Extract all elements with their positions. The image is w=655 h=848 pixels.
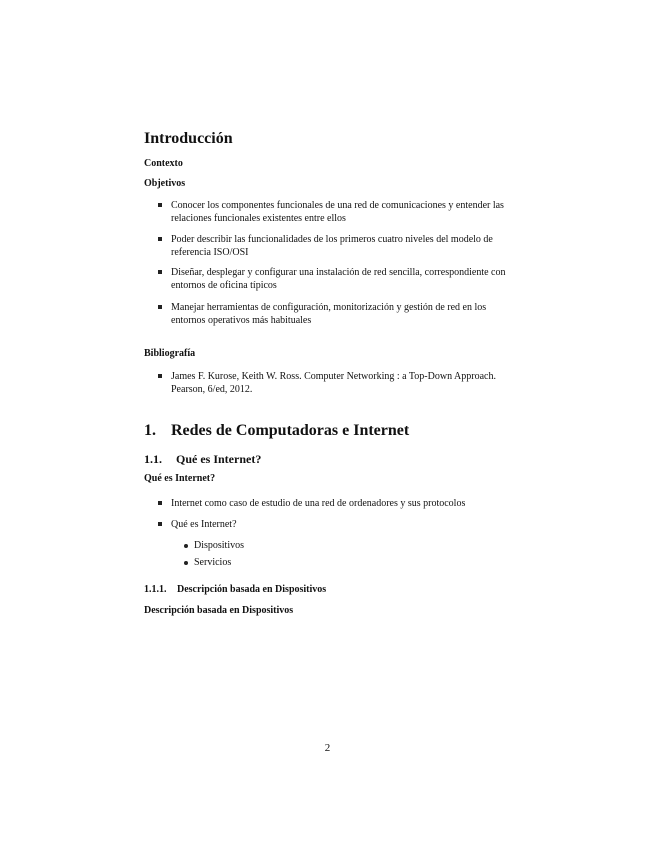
paragraph-heading-objetivos: Objetivos — [144, 178, 186, 189]
list-item: Poder describir las funcionalidades de los primeros cuatro niveles del modelo de referencia ISO/OSI — [158, 233, 518, 260]
page-number: 2 — [324, 742, 331, 754]
paragraph-heading-bibliografia: Bibliografía — [144, 348, 196, 359]
nested-list-item: Servicios — [184, 557, 231, 568]
square-bullet-icon — [158, 270, 162, 274]
subsection-title-que-es-internet — [144, 452, 261, 467]
nested-list-item: Dispositivos — [184, 540, 244, 551]
subsubsection-number: 1.1.1. — [144, 584, 167, 595]
round-bullet-icon — [184, 544, 188, 548]
square-bullet-icon — [158, 237, 162, 241]
paragraph-heading-que-es-internet: Qué es Internet? — [144, 473, 216, 484]
square-bullet-icon — [158, 374, 162, 378]
square-bullet-icon — [158, 305, 162, 309]
subsection-title-text: Qué es Internet? — [176, 452, 262, 466]
square-bullet-icon — [158, 203, 162, 207]
paragraph-heading-contexto: Contexto — [144, 158, 183, 169]
subsection-number: 1.1. — [144, 452, 162, 466]
square-bullet-icon — [158, 522, 162, 526]
list-item: Manejar herramientas de configuración, monitorización y gestión de red en los entornos operativos más habituales — [158, 301, 518, 328]
list-item: Qué es Internet? — [158, 518, 518, 531]
round-bullet-icon — [184, 561, 188, 565]
subsubsection-title-descripcion — [144, 584, 326, 595]
subsubsection-title-text: Descripción basada en Dispositivos — [177, 584, 327, 595]
list-item: James F. Kurose, Keith W. Ross. Computer Networking : a Top-Down Approach. Pearson, 6/ed, 2012. — [158, 370, 518, 397]
section-title-text: Redes de Computadoras e Internet — [171, 422, 410, 439]
list-item: Conocer los componentes funcionales de una red de comunicaciones y entender las relaciones funcionales existentes entre ellos — [158, 199, 518, 226]
section-number: 1. — [144, 422, 156, 439]
paragraph-heading-descripcion: Descripción basada en Dispositivos — [144, 605, 294, 616]
list-item: Diseñar, desplegar y configurar una instalación de red sencilla, correspondiente con entornos de oficina típicos — [158, 266, 518, 293]
list-item: Internet como caso de estudio de una red de ordenadores y sus protocolos — [158, 497, 518, 510]
section-title-introduccion: Introducción — [144, 130, 233, 147]
section-title-redes — [144, 422, 409, 440]
square-bullet-icon — [158, 501, 162, 505]
